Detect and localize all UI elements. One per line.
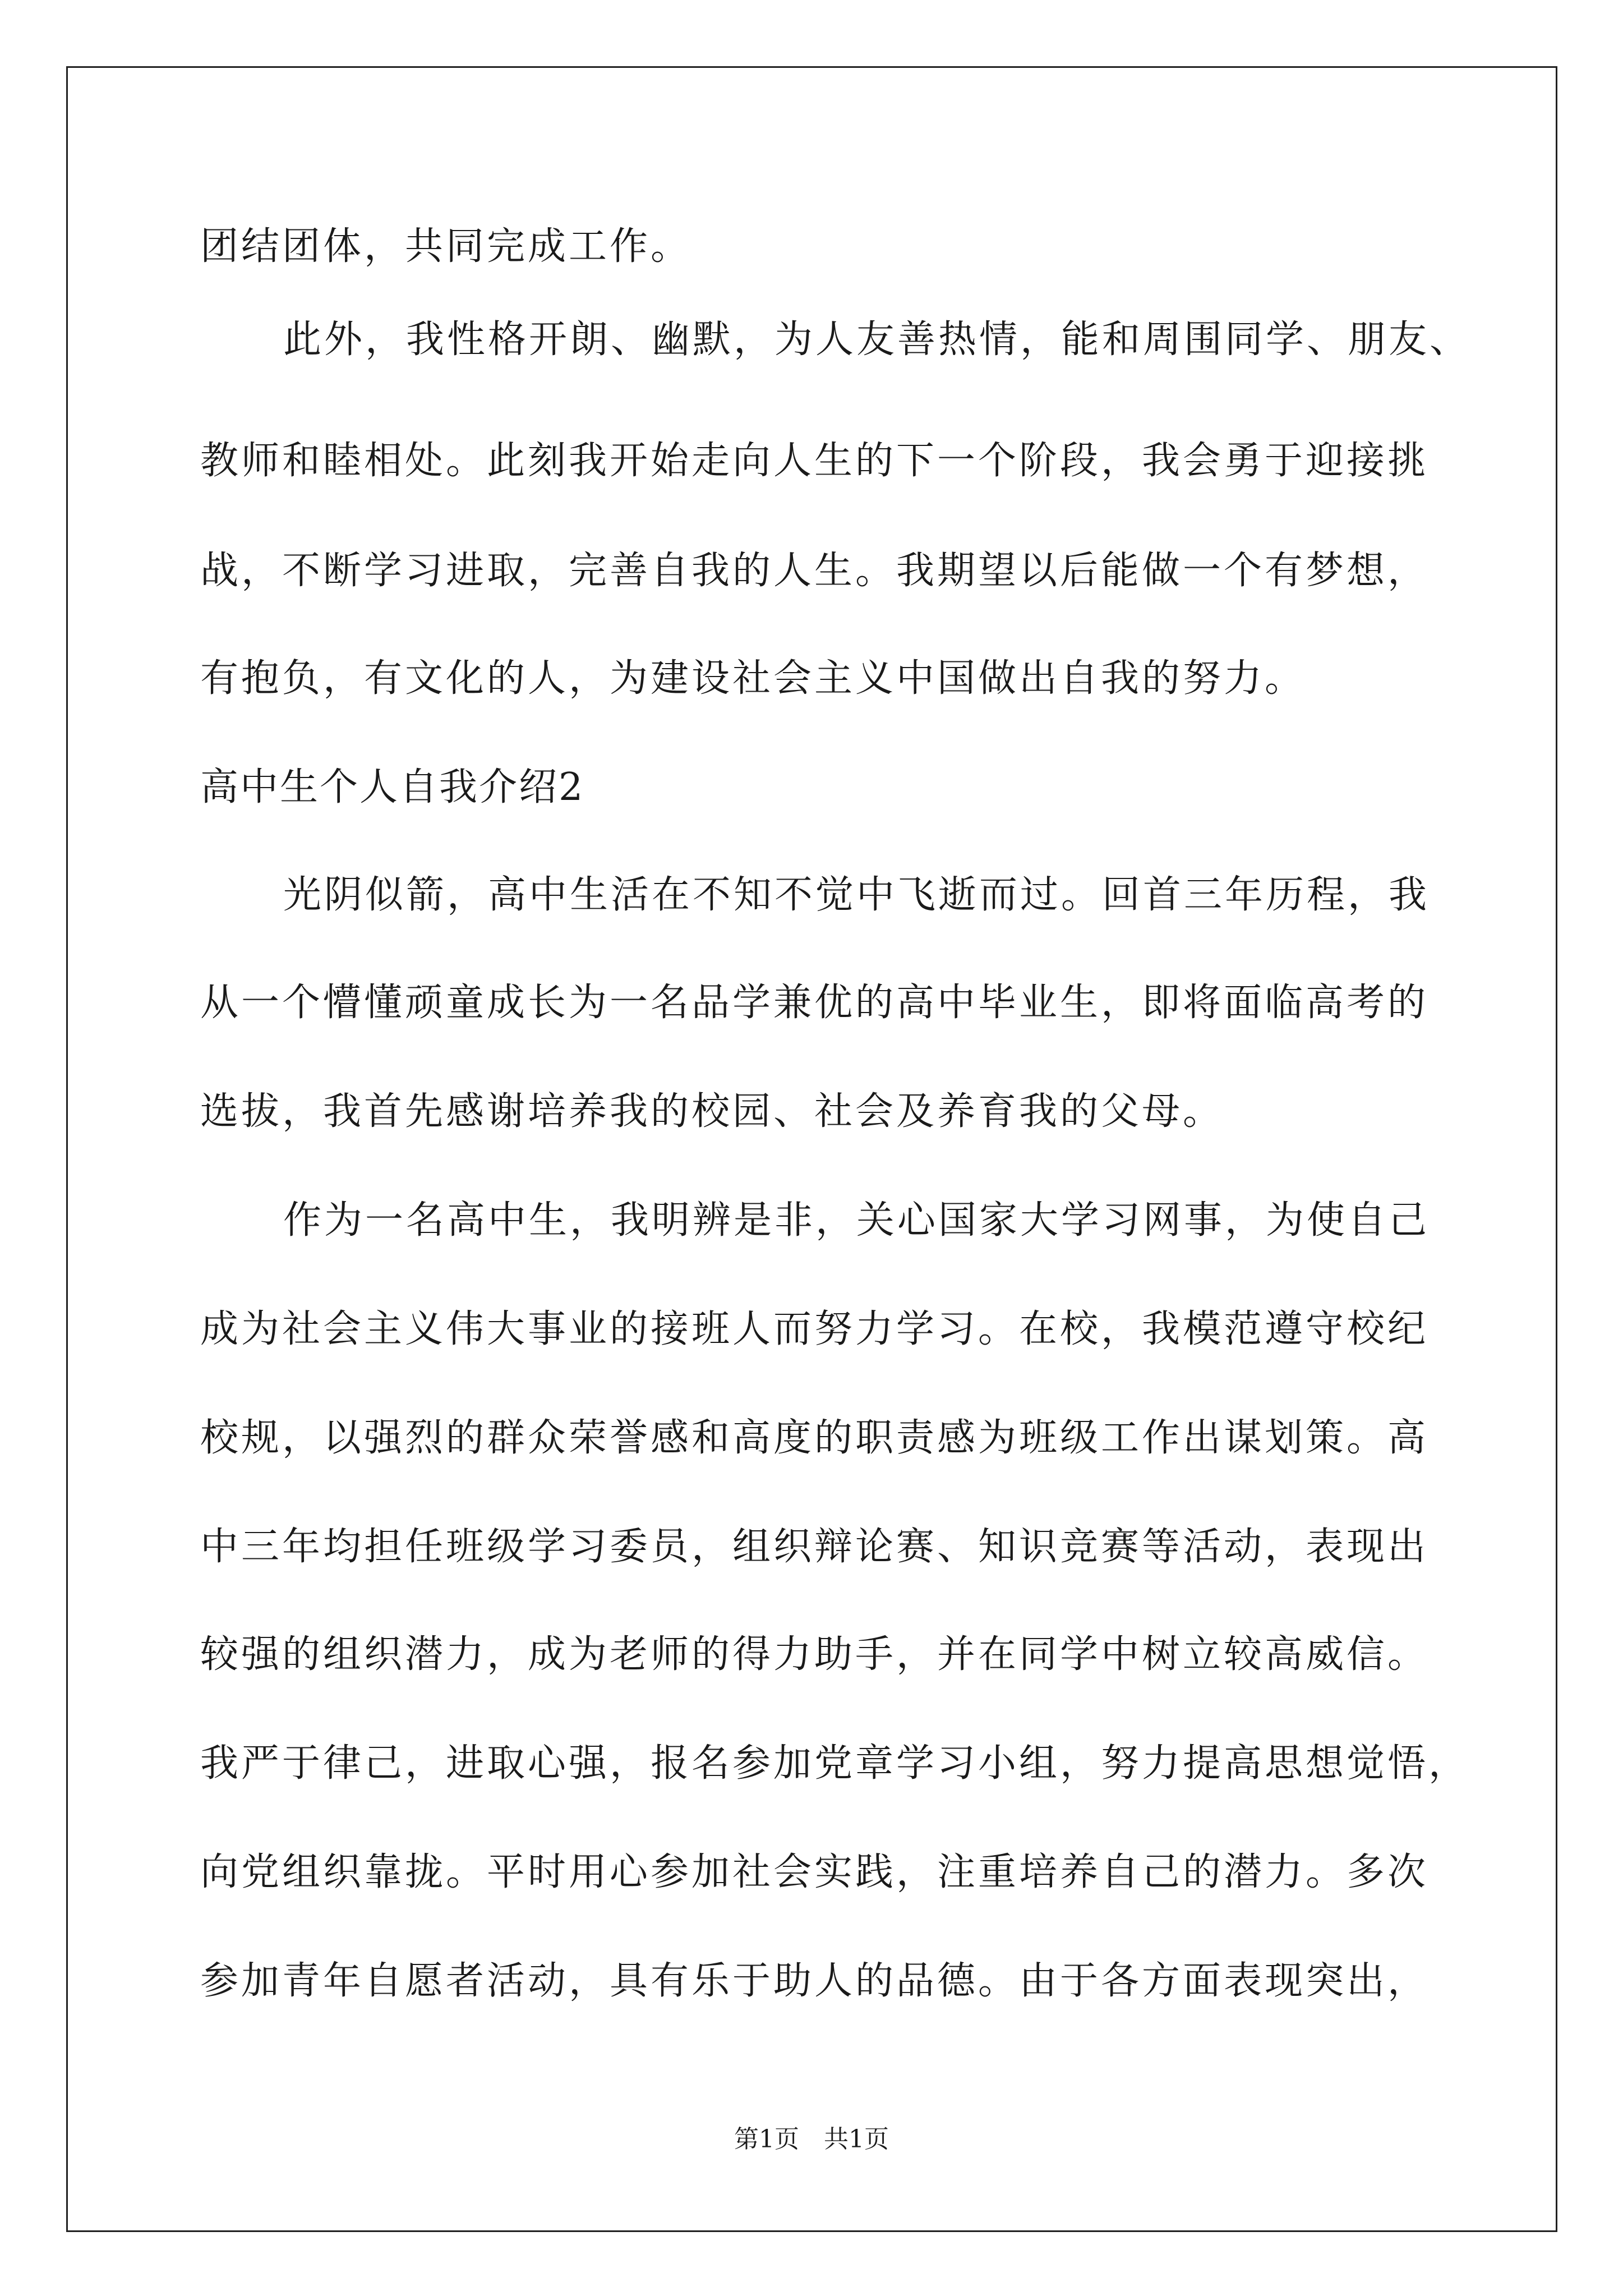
- paragraph-line: 较强的组织潜力，成为老师的得力助手，并在同学中树立较高威信。: [200, 1632, 1429, 1677]
- paragraph-line: 战，不断学习进取，完善自我的人生。我期望以后能做一个有梦想，: [200, 549, 1429, 593]
- paragraph-line: 教师和睦相处。此刻我开始走向人生的下一个阶段，我会勇于迎接挑: [200, 439, 1429, 483]
- page-number-footer: 第1页 共1页: [734, 2125, 889, 2154]
- paragraph-line: 光阴似箭，高中生活在不知不觉中飞逝而过。回首三年历程，我: [283, 873, 1430, 917]
- paragraph-line: 有抱负，有文化的人，为建设社会主义中国做出自我的努力。: [200, 656, 1306, 701]
- paragraph-line: 团结团体，共同完成工作。: [200, 224, 692, 269]
- page-border: [66, 66, 1557, 2232]
- section-heading: 高中生个人自我介绍2: [200, 765, 585, 809]
- paragraph-line: 向党组织靠拢。平时用心参加社会实践，注重培养自己的潜力。多次: [200, 1850, 1429, 1894]
- paragraph-line: 校规，以强烈的群众荣誉感和高度的职责感为班级工作出谋划策。高: [200, 1416, 1429, 1460]
- paragraph-line: 中三年均担任班级学习委员，组织辩论赛、知识竞赛等活动，表现出: [200, 1525, 1429, 1569]
- paragraph-line: 我严于律己，进取心强，报名参加党章学习小组，努力提高思想觉悟，: [200, 1741, 1470, 1786]
- paragraph-line: 成为社会主义伟大事业的接班人而努力学习。在校，我模范遵守校纪: [200, 1307, 1429, 1351]
- paragraph-line: 从一个懵懂顽童成长为一名品学兼优的高中毕业生，即将面临高考的: [200, 981, 1429, 1025]
- paragraph-line: 参加青年自愿者活动，具有乐于助人的品德。由于各方面表现突出，: [200, 1959, 1429, 2003]
- paragraph-line: 选拔，我首先感谢培养我的校园、社会及养育我的父母。: [200, 1089, 1224, 1134]
- paragraph-line: 此外，我性格开朗、幽默，为人友善热情，能和周围同学、朋友、: [283, 318, 1471, 362]
- paragraph-line: 作为一名高中生，我明辨是非，关心国家大学习网事，为使自己: [283, 1198, 1430, 1243]
